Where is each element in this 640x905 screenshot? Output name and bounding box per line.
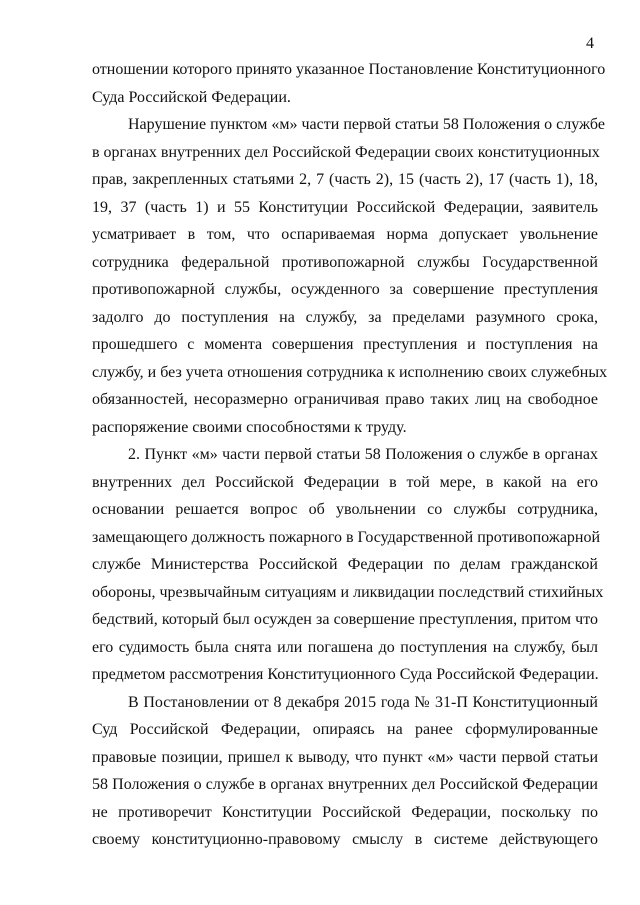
text-line: в органах внутренних дел Российской Федерации своих конституционных: [92, 143, 600, 161]
text-line: внутренних дел Российской Федерации в той мере, в какой на его: [92, 473, 598, 491]
text-line: 19, 37 (часть 1) и 55 Конституции Российской Федерации, заявитель: [92, 198, 598, 216]
text-line: противопожарной службы, осужденного за совершение преступления: [92, 281, 598, 298]
text-line: основании решается вопрос об увольнении со службы сотрудника,: [92, 501, 598, 518]
text-line: службе Министерства Российской Федерации по делам гражданской: [92, 556, 598, 573]
text-line: сотрудника федеральной противопожарной службы Государственной: [92, 253, 598, 271]
text-line: Суда Российской Федерации.: [92, 88, 291, 106]
text-line: В Постановлении от 8 декабря 2015 года № 31-П Конституционный: [128, 693, 598, 711]
text-line: своему конституционно-правовому смыслу в системе действующего: [92, 831, 598, 848]
text-line: задолго до поступления на службу, за пределами разумного срока,: [92, 308, 598, 326]
text-line: отношении которого принято указанное Постановление Конституционного: [92, 61, 606, 78]
text-line: прав, закрепленных статьями 2, 7 (часть 2), 15 (часть 2), 17 (часть 1), 18,: [92, 171, 598, 188]
text-line: правовые позиции, пришел к выводу, что пункт «м» части первой статьи: [92, 748, 598, 766]
document-body: [92, 56, 608, 854]
text-line: усматривает в том, что оспариваемая норма допускает увольнение: [92, 226, 598, 243]
page-number: 4: [586, 35, 594, 52]
text-line: прошедшего с момента совершения преступления и поступления на: [92, 336, 598, 353]
text-line: распоряжение своими способностями к труду.: [92, 418, 407, 436]
text-line: службу, и без учета отношения сотрудника к исполнению своих служебных: [92, 363, 608, 381]
text-line: Суд Российской Федерации, опираясь на ранее сформулированные: [92, 721, 598, 738]
text-line: обороны, чрезвычайным ситуациям и ликвидации последствий стихийных: [92, 583, 604, 601]
text-line: бедствий, который был осужден за совершение преступления, притом что: [92, 611, 598, 628]
text-line: его судимость была снята или погашена до поступления на службу, был: [92, 638, 598, 656]
text-line: обязанностей, несоразмерно ограничивая право таких лиц на свободное: [92, 391, 598, 408]
text-line: замещающего должность пожарного в Государственной противопожарной: [92, 528, 601, 546]
text-line: 2. Пункт «м» части первой статьи 58 Положения о службе в органах: [128, 446, 598, 463]
text-line: предметом рассмотрения Конституционного Суда Российской Федерации.: [92, 666, 599, 683]
text-line: не противоречит Конституции Российской Федерации, поскольку по: [92, 803, 598, 821]
text-line: 58 Положения о службе в органах внутренних дел Российской Федерации: [92, 776, 598, 793]
text-line: Нарушение пунктом «м» части первой статьи 58 Положения о службе: [128, 116, 605, 133]
